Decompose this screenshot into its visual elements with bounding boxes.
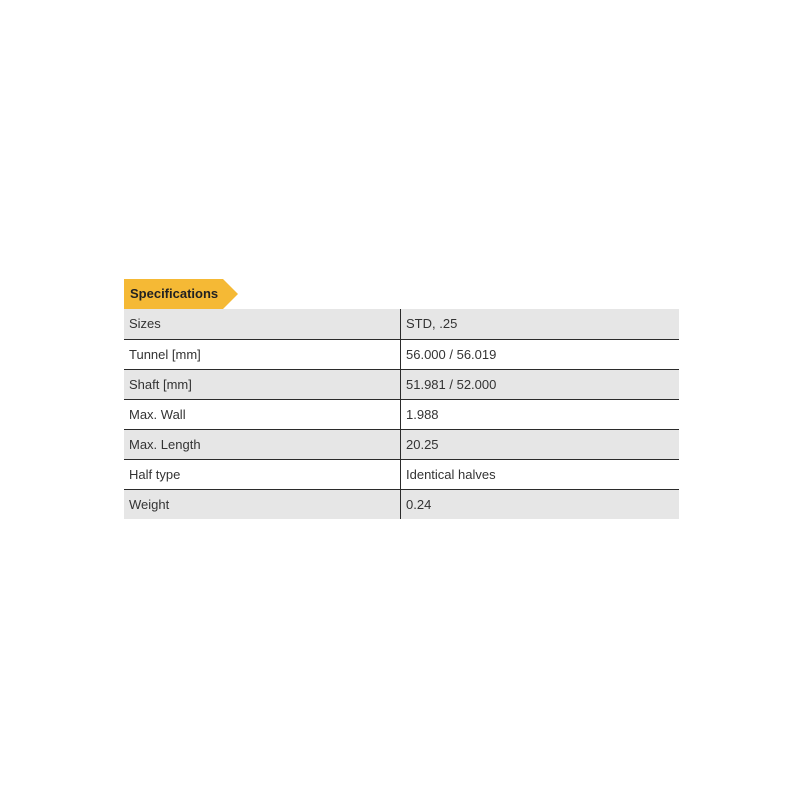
spec-value: Identical halves <box>401 459 680 489</box>
table-row <box>124 459 679 489</box>
specifications-section <box>124 279 679 519</box>
spec-label: Max. Length <box>124 429 401 459</box>
table-row <box>124 309 679 339</box>
spec-value: 56.000 / 56.019 <box>401 339 680 369</box>
table-row <box>124 429 679 459</box>
table-row <box>124 489 679 519</box>
specifications-tab-title: Specifications <box>124 279 223 309</box>
spec-value: 20.25 <box>401 429 680 459</box>
spec-label: Sizes <box>124 309 401 339</box>
table-row <box>124 369 679 399</box>
spec-value: 1.988 <box>401 399 680 429</box>
table-row <box>124 339 679 369</box>
spec-value: 0.24 <box>401 489 680 519</box>
spec-label: Weight <box>124 489 401 519</box>
spec-label: Shaft [mm] <box>124 369 401 399</box>
spec-value: 51.981 / 52.000 <box>401 369 680 399</box>
table-row <box>124 399 679 429</box>
spec-label: Tunnel [mm] <box>124 339 401 369</box>
spec-label: Max. Wall <box>124 399 401 429</box>
spec-label: Half type <box>124 459 401 489</box>
specifications-table <box>124 309 679 519</box>
spec-value: STD, .25 <box>401 309 680 339</box>
